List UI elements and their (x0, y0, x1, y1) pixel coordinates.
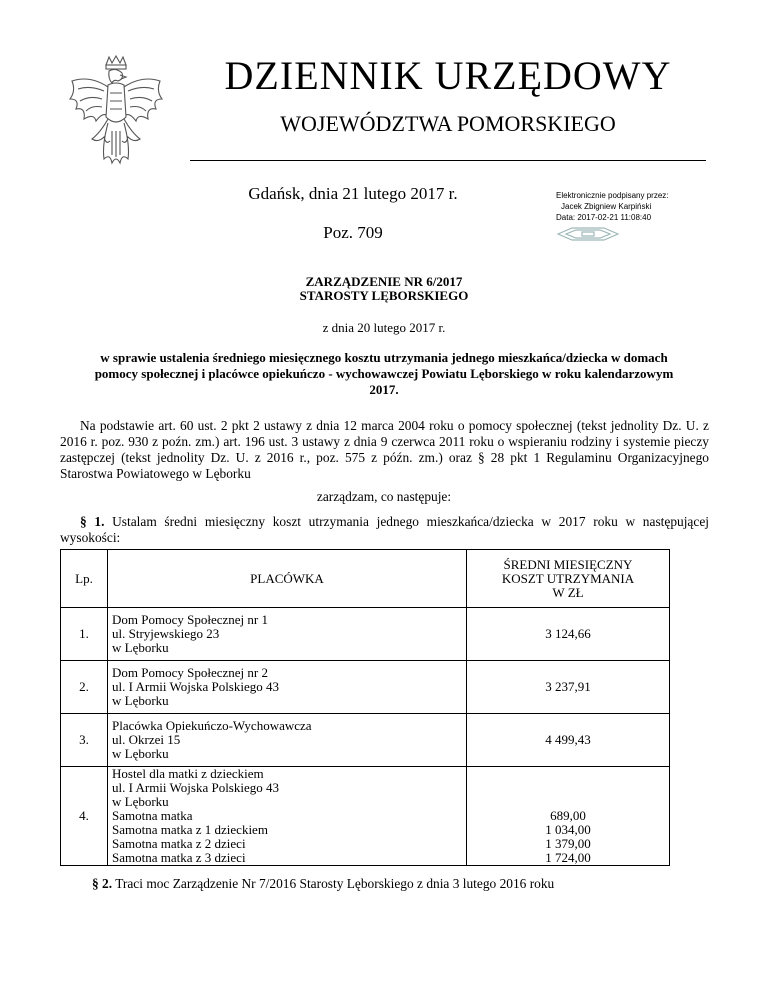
sub-item-cost: 1 379,00 (545, 836, 591, 851)
table-row (61, 714, 670, 767)
subject-line: pomocy społecznej i placówce opiekuńczo - wychowawczej Powiatu Lęborskiego w roku kalendarzowym (94, 366, 674, 381)
sub-item-cost: 689,00 (550, 808, 586, 823)
journal-title: DZIENNIK URZĘDOWY (224, 53, 672, 98)
cost-table (60, 549, 670, 866)
subject-line: w sprawie ustalenia średniego miesięcznego kosztu utrzymania jednego mieszkańca/dziecka w domach (100, 350, 668, 365)
row-cost (467, 767, 670, 866)
paragraph-2-label: § 2. (92, 876, 113, 891)
sub-item-label: Samotna matka z 2 dzieci (112, 836, 246, 851)
sub-item-cost: 1 034,00 (545, 822, 591, 837)
table-row (61, 767, 670, 866)
row-lp: 4. (61, 767, 108, 866)
table-row (61, 661, 670, 714)
sub-item-label: Samotna matka z 3 dzieci (112, 850, 246, 865)
row-facility: Dom Pomocy Społecznej nr 2 ul. I Armii Wojska Polskiego 43 w Lęborku (108, 661, 467, 714)
signature-date: Data: 2017-02-21 11:08:40 (556, 213, 652, 222)
place-and-date: Gdańsk, dnia 21 lutego 2017 r. (248, 184, 458, 203)
order-title (60, 275, 708, 303)
row-cost: 3 237,91 (467, 661, 670, 714)
row-lp: 3. (61, 714, 108, 767)
position-number: Poz. 709 (323, 223, 383, 242)
header-lp: Lp. (61, 550, 108, 608)
row-cost: 4 499,43 (467, 714, 670, 767)
order-number: ZARZĄDZENIE NR 6/2017 (305, 274, 463, 289)
paragraph-2 (92, 876, 554, 892)
row-lp: 1. (61, 608, 108, 661)
sub-item-label: Samotna matka (112, 808, 193, 823)
paragraph-1-text: Ustalam średni miesięczny koszt utrzymania jednego mieszkańca/dziecka w 2017 roku w następującej wysokości: (60, 514, 709, 545)
paragraph-1 (60, 514, 709, 546)
table-row (61, 608, 670, 661)
subject-line: 2017. (369, 382, 399, 397)
row-lp: 2. (61, 661, 108, 714)
sub-item-cost: 1 724,00 (545, 850, 591, 865)
legal-basis (60, 418, 709, 482)
header-facility: PLACÓWKA (108, 550, 467, 608)
header-cost: ŚREDNI MIESIĘCZNY KOSZT UTRZYMANIA W ZŁ (467, 550, 670, 608)
journal-subtitle: WOJEWÓDZTWA POMORSKIEGO (280, 111, 616, 136)
row-facility: Hostel dla matki z dzieckiem ul. I Armii Wojska Polskiego 43 w Lęborku Samotna matka Samotna matka z 1 dzieckiem Samotna matka z 2 dzieci Samotna matka z 3 dzieci (108, 767, 467, 866)
legal-basis-text: Na podstawie art. 60 ust. 2 pkt 2 ustawy z dnia 12 marca 2004 roku o pomocy społecznej (tekst jednolity Dz. U. z 2016 r. poz. 930 z poźn. zm.) art. 196 ust. 3 ustawy z dnia 9 czerwca 2011 roku o wspieraniu rodziny i systemie pieczy zastępczej (tekst jednolity Dz. U. z 2016 r., poz. 575 z późn. zm.) oraz § 28 pkt 1 Regulaminu Organizacyjnego Starostwa Powiatowego w Lęborku (60, 418, 709, 481)
signature-logo-icon (556, 226, 620, 242)
sub-item-label: Samotna matka z 1 dzieckiem (112, 822, 268, 837)
order-date: z dnia 20 lutego 2017 r. (322, 320, 446, 335)
row-facility: Placówka Opiekuńczo-Wychowawcza ul. Okrzei 15 w Lęborku (108, 714, 467, 767)
header-divider (190, 160, 706, 161)
order-authority: STAROSTY LĘBORSKIEGO (299, 288, 469, 303)
paragraph-2-text: Traci moc Zarządzenie Nr 7/2016 Starosty Lęborskiego z dnia 3 lutego 2016 roku (112, 876, 555, 891)
decree-intro: zarządzam, co następuje: (316, 489, 452, 504)
signer-name: Jacek Zbigniew Karpiński (561, 202, 652, 211)
row-cost: 3 124,66 (467, 608, 670, 661)
paragraph-1-label: § 1. (80, 514, 105, 529)
eagle-emblem-icon (62, 55, 170, 183)
electronic-signature (556, 190, 669, 223)
table-header-row (61, 550, 670, 608)
signature-label: Elektronicznie podpisany przez: (556, 191, 669, 200)
row-facility: Dom Pomocy Społecznej nr 1 ul. Stryjewskiego 23 w Lęborku (108, 608, 467, 661)
order-subject (60, 350, 708, 398)
